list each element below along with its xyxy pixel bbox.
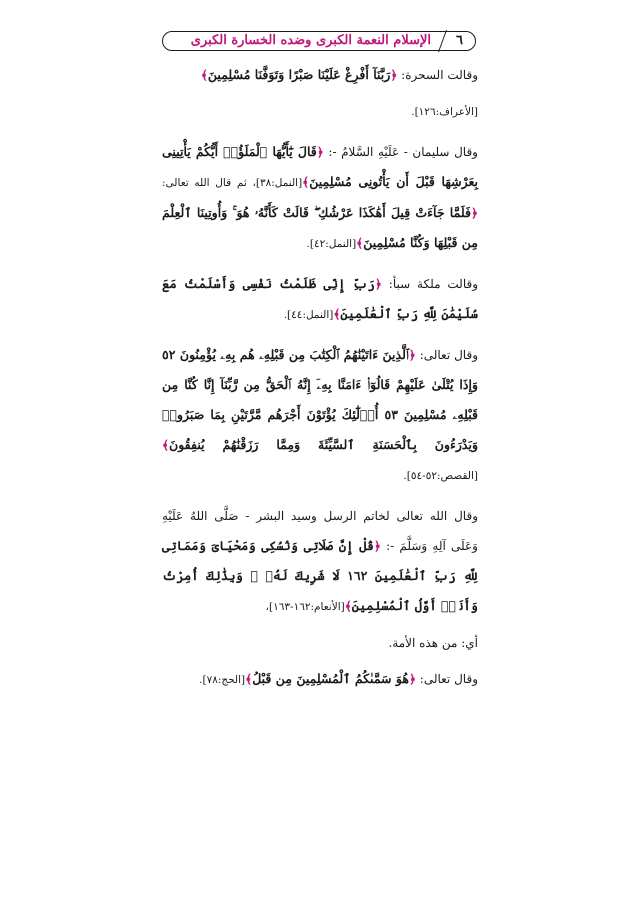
quran-verse: قَالَ يَٰٓأَيُّهَا ٱلْمَلَؤُا۟ أَيُّكُمْ يَأْتِينِى بِعَرْشِهَا قَبْلَ أَن يَأْتُونِى مُسْلِمِينَ xyxy=(162,144,478,189)
ornate-bracket-close-icon: ﴾ xyxy=(333,307,341,321)
ornate-bracket-open-icon: ﴿ xyxy=(374,277,382,291)
header-title: الإسلام النعمة الكبرى وضده الخسارة الكبرى xyxy=(190,33,431,48)
quran-verse: فَلَمَّا جَآءَتْ قِيلَ أَهَٰكَذَا عَرْشُكِ ۖ قَالَتْ كَأَنَّهُۥ هُوَ ۚ وَأُوتِينَا ٱلْعِلْمَ مِن قَبْلِهَا وَكُنَّا مُسْلِمِينَ xyxy=(162,205,478,250)
paragraph-lead: وقال تعالى: xyxy=(415,348,478,362)
ornate-bracket-close-icon: ﴾ xyxy=(162,438,170,452)
ornate-bracket-close-icon: ﴾ xyxy=(344,599,352,613)
verse-reference: [الحج:٧٨]. xyxy=(199,674,246,686)
ornate-bracket-open-icon: ﴿ xyxy=(316,145,324,159)
paragraph-lead: أي: من هذه الأمة. xyxy=(388,636,478,650)
paragraph-lead: وقال سليمان - عَلَيْهِ السَّلامُ -: xyxy=(323,145,478,159)
verse-reference: [الأنعام:١٦٢-١٦٣]، xyxy=(265,601,345,613)
page-body xyxy=(162,60,478,705)
ornate-bracket-close-icon: ﴾ xyxy=(245,672,253,686)
running-header xyxy=(162,31,476,51)
ornate-bracket-open-icon: ﴿ xyxy=(408,348,416,362)
paragraph-sulayman xyxy=(162,137,478,259)
paragraph-citation xyxy=(162,96,478,127)
quran-verse: هُوَ سَمَّىٰكُمُ ٱلْمُسْلِمِينَ مِن قَبْلُ xyxy=(252,671,409,686)
paragraph-magicians xyxy=(162,60,478,90)
ornate-bracket-open-icon: ﴿ xyxy=(390,68,398,82)
verse-reference: [القصص:٥٢-٥٤]. xyxy=(403,470,478,482)
paragraph-explanation xyxy=(162,628,478,658)
quran-verse: ٱلَّذِينَ ءَاتَيْنَٰهُمُ ٱلْكِتَٰبَ مِن قَبْلِهِۦ هُم بِهِۦ يُؤْمِنُونَ ٥٢ وَإِذَا يُتْلَىٰ عَلَيْهِمْ قَالُوٓا۟ ءَامَنَّا بِهِۦٓ إِنَّهُ ٱلْحَقُّ مِن رَّبِّنَآ إِنَّا كُنَّا مِن قَبْلِهِۦ مُسْلِمِينَ ٥٣ أُو۟لَٰٓئِكَ يُؤْتَوْنَ أَجْرَهُم مَّرَّتَيْنِ بِمَا صَبَرُوا۟ وَيَدْرَءُونَ بِٱلْحَسَنَةِ ٱلسَّيِّئَةَ وَمِمَّا رَزَقْنَٰهُمْ يُنفِقُونَ xyxy=(162,347,478,452)
ornate-bracket-close-icon: ﴾ xyxy=(200,68,208,82)
paragraph-lead: وقال تعالى: xyxy=(415,672,478,686)
header-divider xyxy=(438,30,447,52)
quran-verse: رَبِّ إِنِّى ظَلَمْتُ نَفْسِى وَأَسْلَمْتُ مَعَ سُلَيْمَٰنَ لِلَّهِ رَبِّ ٱلْعَٰلَمِينَ xyxy=(162,276,478,321)
paragraph-lead: وقالت السحرة: xyxy=(397,68,478,82)
verse-reference: [النمل:٤٤]. xyxy=(283,309,334,321)
paragraph-hajj xyxy=(162,664,478,695)
ornate-bracket-open-icon: ﴿ xyxy=(408,672,416,686)
quran-verse: رَبَّنَآ أَفْرِغْ عَلَيْنَا صَبْرًا وَتَوَفَّنَا مُسْلِمِينَ xyxy=(207,67,391,82)
paragraph-lead: وقالت ملكة سبأ: xyxy=(381,277,479,291)
paragraph-qasas xyxy=(162,340,478,491)
verse-reference: [النمل:٣٨]، ثم قال الله تعالى: xyxy=(162,177,303,189)
quran-verse: قُلْ إِنَّ صَلَاتِى وَنُسُكِى وَمَحْيَاىَ وَمَمَاتِى لِلَّهِ رَبِّ ٱلْعَٰلَمِينَ ١٦٢ لَا شَرِيكَ لَهُۥ ۖ وَبِذَٰلِكَ أُمِرْتُ وَأَنَا۠ أَوَّلُ ٱلْمُسْلِمِينَ xyxy=(162,538,478,613)
ornate-bracket-close-icon: ﴾ xyxy=(302,175,310,189)
paragraph-lead: وقال الله تعالى لخاتم الرسل وسيد البشر - صَلَّى اللهُ عَلَيْهِ وَعَلَى آلِهِ وَسَلَّمَ -: xyxy=(162,509,478,553)
paragraph-anam xyxy=(162,501,478,622)
verse-reference: [النمل:٤٢]. xyxy=(306,238,357,250)
verse-reference: [الأعراف:١٢٦]. xyxy=(411,106,478,118)
page-number: ٦ xyxy=(456,33,463,48)
ornate-bracket-close-icon: ﴾ xyxy=(356,236,364,250)
ornate-bracket-open-icon: ﴿ xyxy=(470,206,478,220)
ornate-bracket-open-icon: ﴿ xyxy=(373,539,381,553)
paragraph-queen-of-sheba xyxy=(162,269,478,330)
